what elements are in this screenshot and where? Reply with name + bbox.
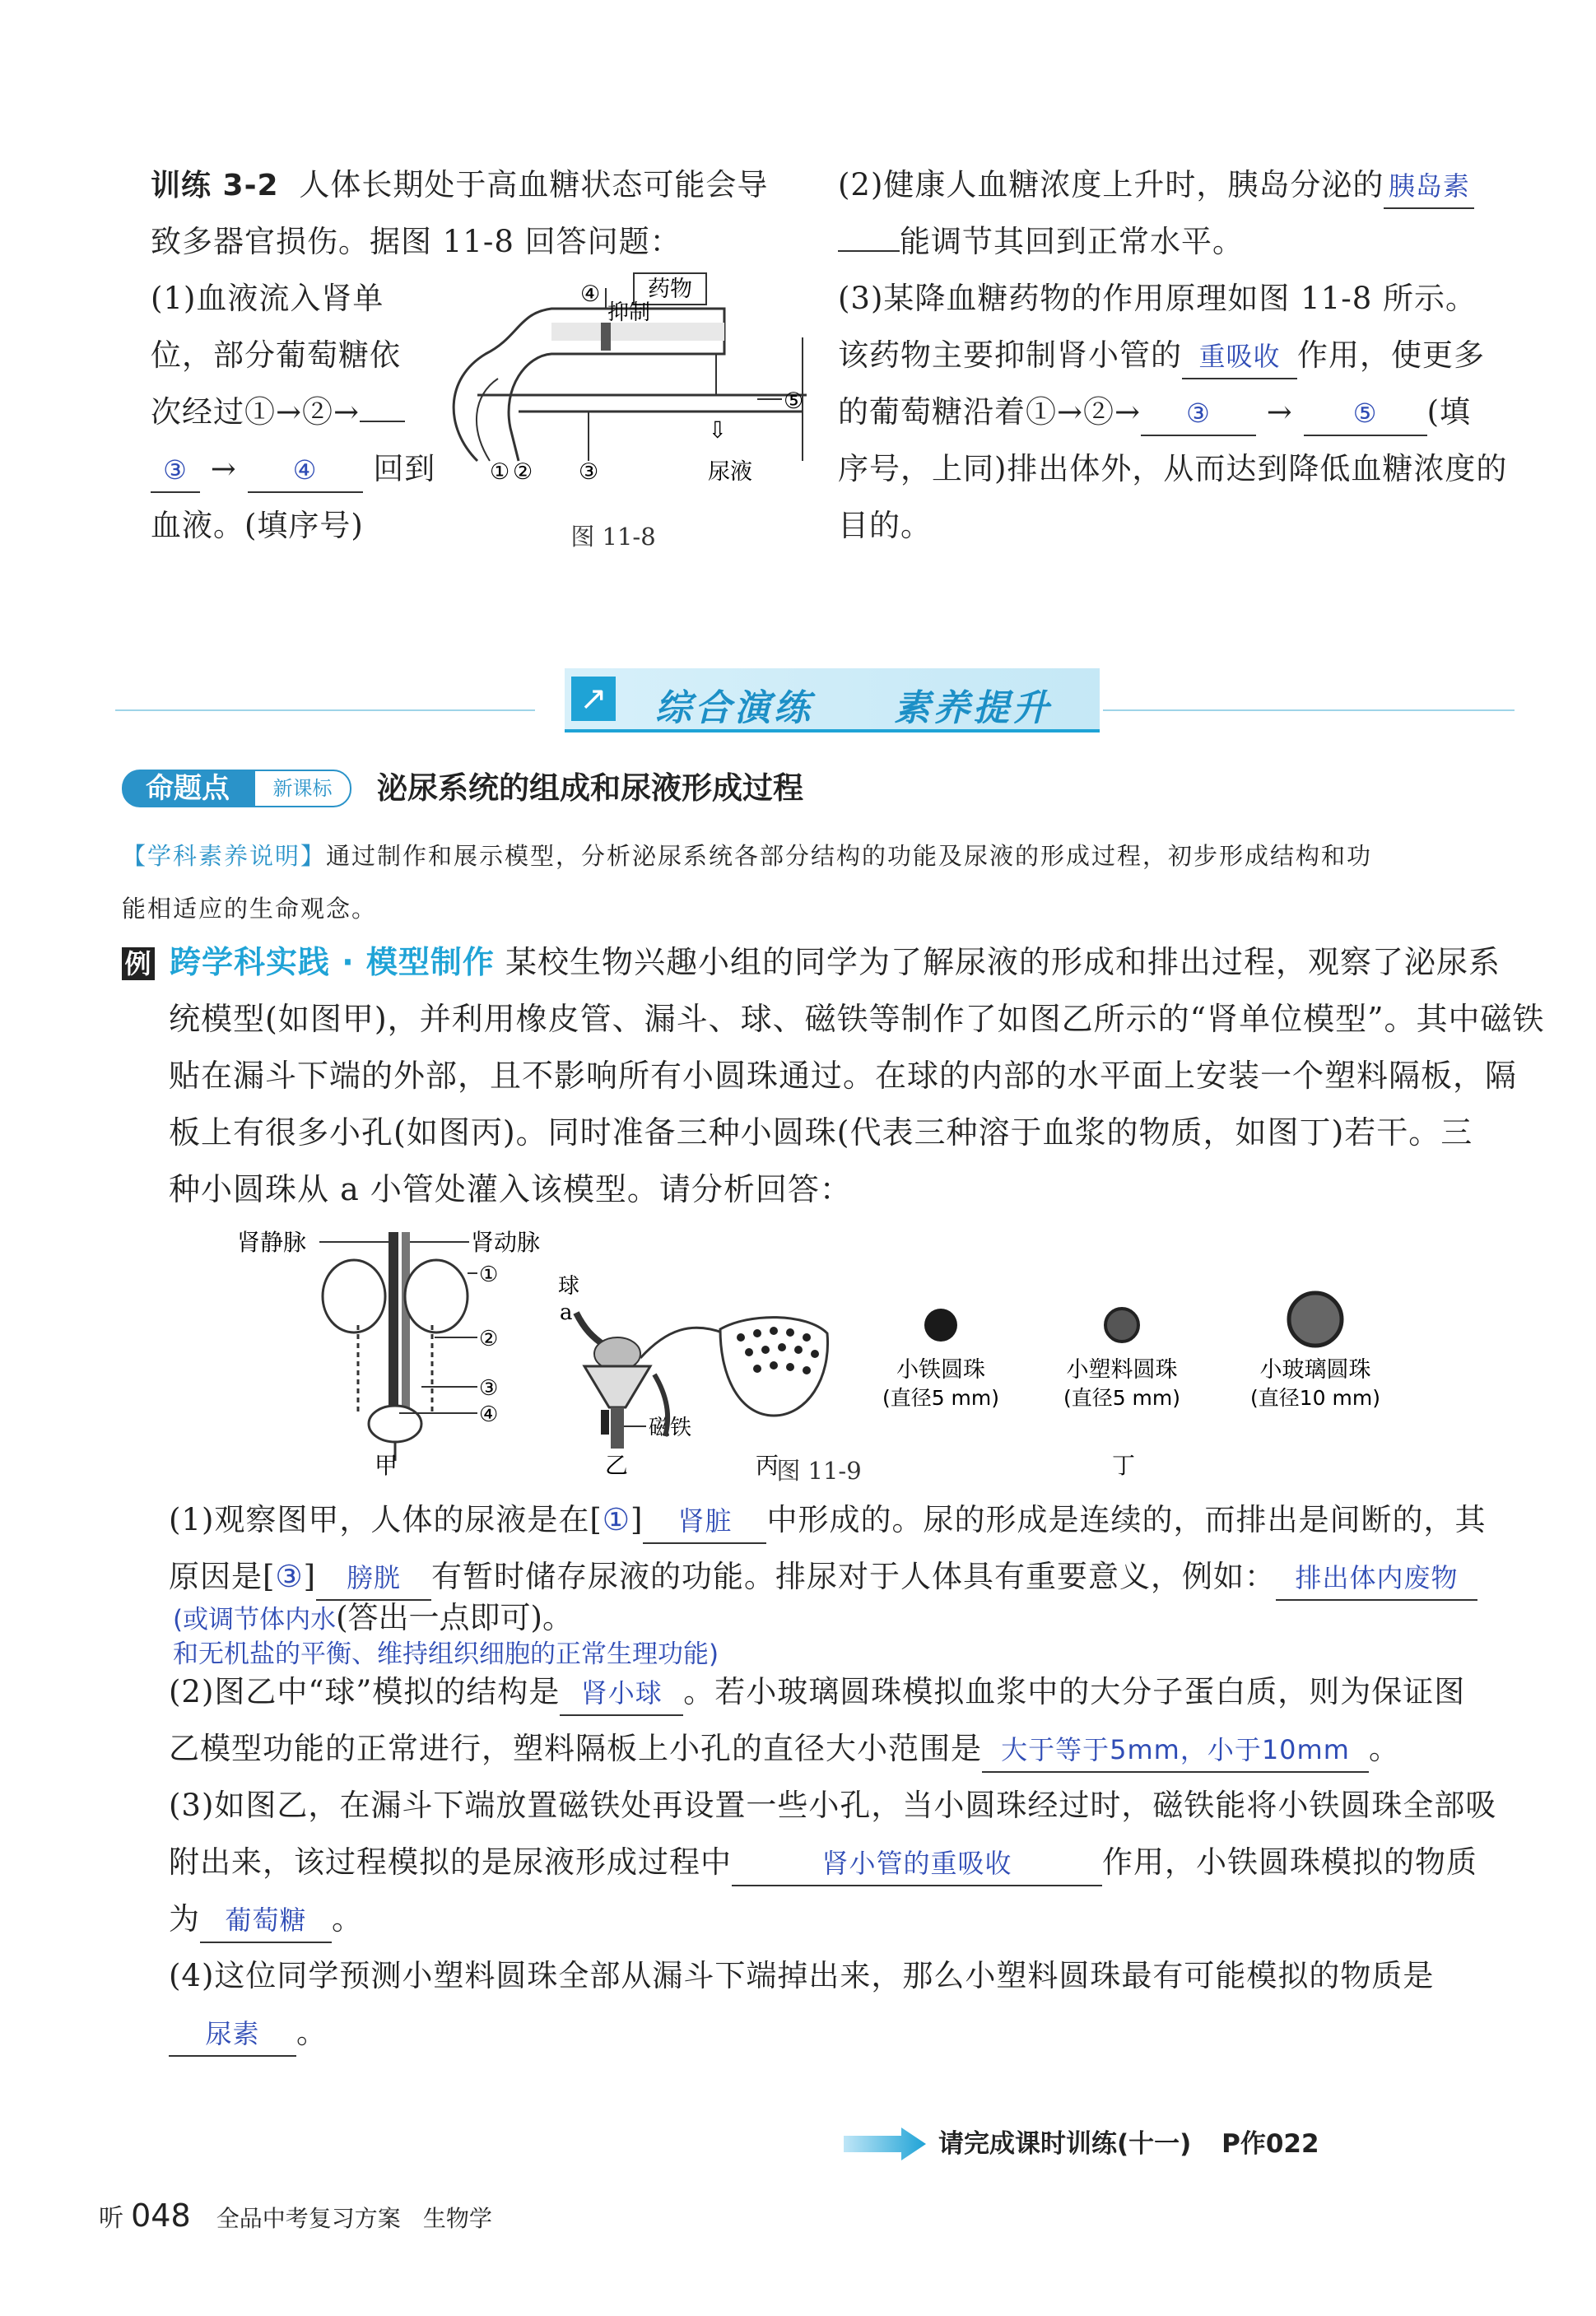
literacy-block: 【学科素养说明】通过制作和展示模型，分析泌尿系统各部分结构的功能及尿液的形成过程，初步形成结构和功 能相适应的生命观念。 [122,842,1373,923]
label-3: ③ [579,459,599,485]
ex-q1-answer-significance: 排出体内废物 [1276,1556,1477,1601]
q1-line5: 血液。(填序号) [151,508,364,543]
listen-label: 听 [99,2204,123,2233]
ex-q3-answer-glucose: 葡萄糖 [200,1899,332,1943]
bladder [369,1406,421,1442]
kidney-right [405,1260,468,1332]
next-training-link[interactable]: 请完成课时训练(十一) P作022 [938,2129,1319,2159]
example-line3: 贴在漏斗下端的外部，且不影响所有小圆珠通过。在球的内部的水平面上安装一个塑料隔板，隔 [169,1058,1518,1094]
tube-out [640,1328,724,1358]
figure-11-9-caption: 图 11-9 [776,1457,862,1485]
drug-label: 药物 [648,277,692,302]
ex-q1-answer-significance-c: 和无机盐的平衡、维持组织细胞的正常生理功能) [173,1639,719,1669]
iron-bead-size: (直径5 mm) [882,1386,1000,1410]
q3-line2: 该药物主要抑制肾小管的 重吸收 作用，使更多 [838,327,1485,384]
figure-11-8-caption: 图 11-8 [570,523,656,551]
ex-q3-answer-reabsorption: 肾小管的重吸收 [732,1842,1102,1886]
page-number: 048 [131,2197,191,2234]
q3-answer-1: 重吸收 [1182,335,1297,379]
ex-q1-line3: (或调节体内水(答出一点即可)。 [173,1600,573,1635]
figure-yi [558,1274,724,1479]
ex-q2-line2: 乙模型功能的正常进行，塑料隔板上小孔的直径大小范围是 大于等于5mm，小于10mm 。 [169,1720,1400,1777]
banner-divider-left [115,709,535,711]
ex-q4-line1: (4)这位同学预测小塑料圆珠全部从漏斗下端掉出来，那么小塑料圆珠最有可能模拟的物质是 [169,1958,1435,1993]
q1-answer-2: ④ [248,449,363,493]
q3-line4: 序号，上同)排出体外，从而达到降低血糖浓度的 [838,451,1508,486]
q2-line1: (2)健康人血糖浓度上升时，胰岛分泌的 胰岛素 [838,156,1562,213]
funnel [584,1366,650,1407]
ex-q1-answer-bladder: 膀胱 [316,1556,431,1601]
book-title: 全品中考复习方案 [216,2205,401,2232]
ex-q2-line1: (2)图乙中“球”模拟的结构是 肾小球 。若小玻璃圆珠模拟血浆中的大分子蛋白质，则为保证图 [169,1663,1465,1720]
q1-line1: (1)血液流入肾单 [151,281,384,316]
ex-q1-answer-kidney: 肾脏 [643,1500,766,1544]
next-training-page: P作022 [1221,2129,1319,2159]
glass-bead [1289,1293,1342,1346]
fig9-label-2: ② [479,1327,499,1351]
renal-artery-label: 肾动脉 [471,1229,541,1256]
figure-jia [237,1229,540,1479]
glass-bead-size: (直径10 mm) [1250,1386,1380,1410]
topic-subtag: 新课标 [254,770,351,807]
label-4: ④ [580,281,601,307]
q1-answer-1: ③ [151,449,200,493]
glass-bead-name: 小玻璃圆珠 [1259,1357,1371,1383]
ex-q2-answer-glomerulus: 肾小球 [560,1672,683,1716]
label-5: ⑤ [784,388,804,414]
q1-line4: ③ → ④ 回到 [151,440,435,497]
subject-label: 生物学 [422,2205,492,2232]
funnel-stem [611,1407,624,1449]
magnet-label: 磁铁 [649,1416,692,1440]
plastic-bead [1105,1309,1138,1342]
label-yi: 乙 [605,1452,629,1479]
ex-q1-answer-significance-b: (或调节体内水 [173,1605,337,1635]
training-intro: 训练 3-2 人体长期处于高血糖状态可能会导 [151,167,769,202]
section-banner [565,668,1100,732]
q1-blank-empty [360,421,405,422]
figure-11-8 [428,263,807,502]
ex-q1-line2: 原因是[③] 膀胱 有暂时储存尿液的功能。排尿对于人体具有重要意义，例如： 排出体内废物 [169,1548,1477,1605]
kidney-left [323,1260,385,1332]
q3-line1: (3)某降血糖药物的作用原理如图 11-8 所示。 [838,281,1477,316]
q2-answer: 胰岛素 [1384,165,1474,209]
ball-label: 球 [558,1274,580,1299]
q1-line2: 位，部分葡萄糖依 [151,337,401,373]
q3-answer-3: ⑤ [1304,392,1427,436]
iron-bead [924,1309,957,1342]
q3-line3: 的葡萄糖沿着①→②→ ③ → ⑤ (填 [838,384,1471,440]
q3-answer-2: ③ [1141,392,1256,436]
q2-line2: 能调节其回到正常水平。 [838,213,1244,270]
fig9-label-3: ③ [479,1376,499,1401]
arrow-up-right-icon: ↗ [571,677,616,721]
q1-line3: 次经过①→②→ [151,384,405,440]
ex-q3-line3: 为 葡萄糖 。 [169,1890,363,1947]
figure-ding [882,1293,1380,1479]
magnet-block [601,1410,609,1435]
ex-q3-line1: (3)如图乙，在漏斗下端放置磁铁处再设置一些小孔，当小圆珠经过时，磁铁能将小铁圆珠全部吸 [169,1788,1497,1823]
banner-title-1: 综合演练 [655,687,813,729]
urine-label: 尿液 [708,459,752,485]
vessel-curve [477,379,498,461]
example-line1: 例 跨学科实践 · 模型制作 某校生物兴趣小组的同学为了解尿液的形成和排出过程，观察了泌尿系 [122,934,1538,991]
ex-q4-answer-urea: 尿素 [169,2012,296,2057]
example-title: 跨学科实践 · 模型制作 [170,944,495,980]
ex-q1-num1: ① [602,1502,631,1537]
tube-a [576,1313,605,1346]
example-line5: 种小圆珠从 a 小管处灌入该模型。请分析回答： [169,1171,852,1207]
a-label: a [560,1300,573,1325]
inhibit-block [601,323,611,351]
topic-tag: 命题点 [122,770,254,807]
ex-q4-line2: 尿素 。 [169,2004,328,2061]
banner-divider-right [1103,709,1515,711]
ex-q1-num2: ③ [275,1559,304,1594]
label-2: ② [513,459,533,485]
urine-arrow: ⇩ [708,416,728,444]
q3-line5: 目的。 [838,508,932,543]
label-1: ① [490,459,510,485]
ex-q2-answer-range: 大于等于5mm，小于10mm [982,1728,1369,1773]
renal-vein-label: 肾静脉 [237,1229,307,1256]
example-tag: 例 [122,947,155,980]
plastic-bead-size: (直径5 mm) [1063,1386,1181,1410]
next-arrow-icon [844,2128,926,2160]
fig9-label-1: ① [479,1263,499,1287]
ex-q1-line1: (1)观察图甲，人体的尿液是在[①] 肾脏 中形成的。尿的形成是连续的，而排出是间断的，其 [169,1491,1486,1548]
training-label: 训练 3-2 [151,169,279,202]
topic-title: 泌尿系统的组成和尿液形成过程 [377,770,803,806]
ex-q3-line2: 附出来，该过程模拟的是尿液形成过程中 肾小管的重吸收 作用，小铁圆珠模拟的物质 [169,1834,1477,1890]
fig9-label-4: ④ [479,1402,499,1427]
plastic-bead-name: 小塑料圆珠 [1066,1357,1178,1383]
label-bing: 丙 [756,1452,779,1479]
q2-blank-empty [838,250,900,252]
page-footer [99,2197,492,2239]
training-intro-line2: 致多器官损伤。据图 11-8 回答问题： [151,224,682,259]
inhibit-label: 抑制 [607,300,651,325]
example-line4: 板上有很多小孔(如图丙)。同时准备三种小圆珠(代表三种溶于血浆的物质，如图丁)若干。三 [169,1114,1473,1151]
literacy-label: 【学科素养说明】 [122,842,327,870]
banner-title-2: 素养提升 [894,687,1052,729]
label-ding: 丁 [1111,1452,1136,1479]
iron-bead-name: 小铁圆珠 [896,1357,985,1383]
example-line2: 统模型(如图甲)，并利用橡皮管、漏斗、球、磁铁等制作了如图乙所示的“肾单位模型”。其中磁铁 [169,1001,1545,1037]
tubule-lumen [551,323,724,341]
label-jia: 甲 [375,1452,398,1479]
